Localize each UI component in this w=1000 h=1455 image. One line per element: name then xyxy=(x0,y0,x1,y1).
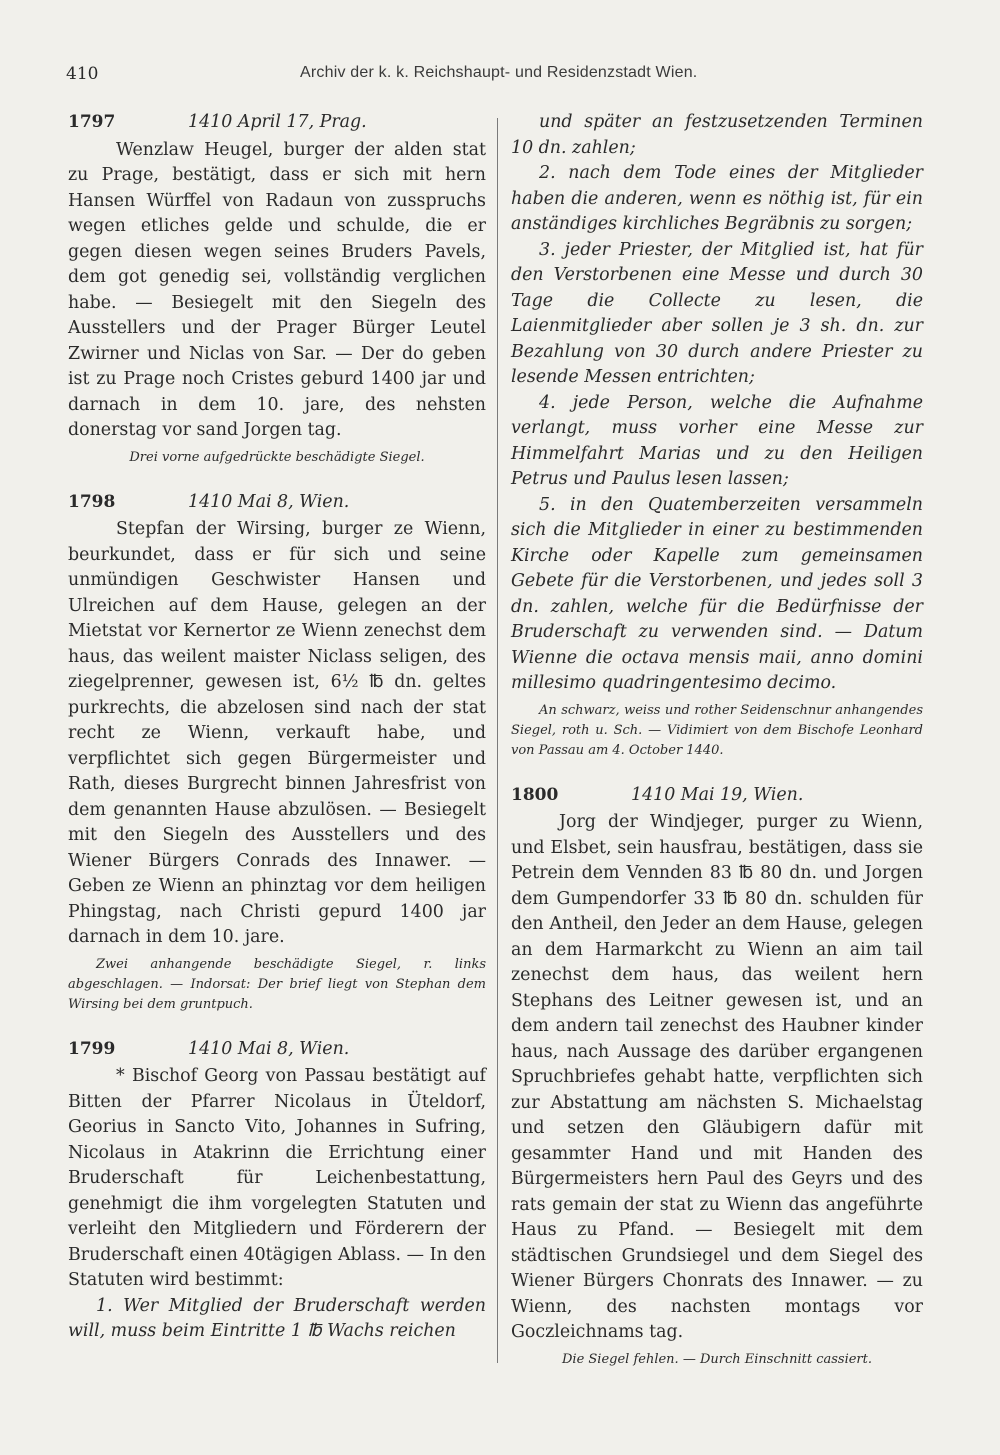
entry-1799-continued xyxy=(511,110,923,761)
entry-text: Wenzlaw Heugel, burger der alden stat zu Prage, bestätigt, dass er sich mit hern Hansen Würffel von Radaun von zusspruchs wegen etliches gelde und schulde, die er gegen diesen wegen seines Bruders Pavels, dem got genedig sei, vollständig verglichen habe. — Besiegelt mit den Siegeln des Ausstellers und der Prager Bürger Leutel Zwirner und Niclas von Sar. — Der do geben ist zu Prage noch Cristes geburd 1400 jar und darnach in dem 10. jare, des nehsten donerstag vor sand Jorgen tag. xyxy=(68,139,486,440)
entry-number: 1798 xyxy=(68,491,116,512)
statute-item: und später an festzusetzenden Terminen 10 dn. zahlen; xyxy=(511,112,923,158)
entry-note: Die Siegel fehlen. — Durch Einschnitt cassiert. xyxy=(561,1351,872,1367)
entry-text: Stepfan der Wirsing, burger ze Wienn, beurkundet, dass er für sich und seine unmündigen Geschwister Hansen und Ulreichen auf dem Hause, gelegen an der Mietstat vor Kernertor ze Wienn zenechst dem haus, das weilent maister Niclass seligen, des ziegelprenner, gewesen ist, 6½ ℔ dn. geltes purkrechts, die abzelosen sind nach der stat recht ze Wienn, verkauft habe, und verpflichtet sich gegen Bürgermeister und Rath, dieses Burgrecht binnen Jahresfrist von dem genannten Hause abzulösen. — Besiegelt mit den Siegeln des Ausstellers und des Wiener Bürgers Conrads des Innawer. — Geben ze Wienn an phinztag vor dem heiligen Phingstag, nach Christi gepurd 1400 jar darnach in dem 10. jare. xyxy=(68,519,486,947)
entry-text: Jorg der Windjeger, purger zu Wienn, und Elsbet, sein hausfrau, bestätigen, dass sie Petrein dem Vennden 83 ℔ 80 dn. und Jorgen dem Gumpendorfer 33 ℔ 80 dn. schulden für den Antheil, den Jeder an dem Hause, gelegen an dem Harmarkcht zu Wienn an aim tail zenechst dem haus, das weilent hern Stephans des Leitner gewesen ist, und an dem andern tail zenechst des Haubner kinder haus, nach Aussage des darüber ergangenen Spruchbriefes gehabt hatte, verpflichten sich zur Abstattung am nächsten S. Michaelstag und setzen den Gläubigern dafür mit gesammter Hand und mit Handen des Bürgermeisters hern Paul des Geyrs und des rats gemain der stat zu Wienn das angeführte Haus zu Pfand. — Besiegelt mit dem städtischen Grundsiegel und dem Siegel des Wiener Bürgers Chonrats des Innawer. — zu Wienn, des nachsten montags vor Goczleichnams tag. xyxy=(511,812,923,1342)
entry-date: 1410 Mai 8, Wien. xyxy=(188,1038,350,1059)
entry-date: 1410 Mai 8, Wien. xyxy=(188,491,350,512)
entry-date: 1410 April 17, Prag. xyxy=(188,112,367,132)
running-title: Archiv der k. k. Reichshaupt- und Residenzstadt Wien. xyxy=(300,64,698,81)
right-column xyxy=(511,110,923,1392)
entry-1798 xyxy=(68,490,486,1015)
entry-note: Drei vorne aufgedrückte beschädigte Siegel. xyxy=(129,449,425,465)
statute-item: 3. jeder Priester, der Mitglied ist, hat für den Verstorbenen eine Messe und durch 30 Tage die Collecte zu lesen, die Laienmitglieder aber sollen je 3 sh. dn. zur Bezahlung von 30 durch andere Priester zu lesende Messen entrichten; xyxy=(511,239,923,387)
running-head xyxy=(66,64,936,88)
page-number: 410 xyxy=(66,64,99,84)
entry-number: 1800 xyxy=(511,784,559,805)
statute-item: 4. jede Person, welche die Aufnahme verlangt, muss vorher eine Messe zur Himmelfahrt Marias und zu den Heiligen Petrus und Paulus lesen lassen; xyxy=(511,392,923,489)
column-divider xyxy=(497,118,498,1363)
entry-number: 1799 xyxy=(68,1038,116,1059)
entry-1797 xyxy=(68,110,486,468)
entry-number: 1797 xyxy=(68,112,116,132)
entry-date: 1410 Mai 19, Wien. xyxy=(631,784,804,805)
entry-text: * Bischof Georg von Passau bestätigt auf Bitten der Pfarrer Nicolaus in Üteldorf, Georius in Sancto Vito, Johannes in Sufring, Nicolaus in Atakrinn die Errichtung einer Bruderschaft für Leichenbestattung, genehmigt die ihm vorgelegten Statuten und verleiht den Mitgliedern und Förderern der Bruderschaft einen 40tägigen Ablass. — In den Statuten wird bestimmt: xyxy=(68,1066,486,1290)
entry-note: An schwarz, weiss und rother Seidenschnur anhangendes Siegel, roth u. Sch. — Vidimiert von dem Bischofe Leonhard von Passau am 4. October 1440. xyxy=(511,702,923,758)
statute-item: 5. in den Quatemberzeiten versammeln sich die Mitglieder in einer zu bestimmenden Kirche oder Kapelle zum gemeinsamen Gebete für die Verstorbenen, und jedes soll 3 dn. zahlen, welche für die Bedürfnisse der Bruderschaft zu verwenden sind. — Datum Wienne die octava mensis maii, anno domini millesimo quadringentesimo decimo. xyxy=(511,494,923,693)
left-column xyxy=(68,110,486,1367)
entry-1799 xyxy=(68,1037,486,1345)
entry-note: Zwei anhangende beschädigte Siegel, r. links abgeschlagen. — Indorsat: Der brief liegt von Stephan dem Wirsing bei dem gruntpuch. xyxy=(68,956,486,1012)
entry-1800 xyxy=(511,783,923,1370)
statute-item: 2. nach dem Tode eines der Mitglieder haben die anderen, wenn es nöthig ist, für ein anständiges kirchliches Begräbnis zu sorgen; xyxy=(511,163,923,234)
statute-item: 1. Wer Mitglied der Bruderschaft werden will, muss beim Eintritte 1 ℔ Wachs reichen xyxy=(68,1295,486,1341)
